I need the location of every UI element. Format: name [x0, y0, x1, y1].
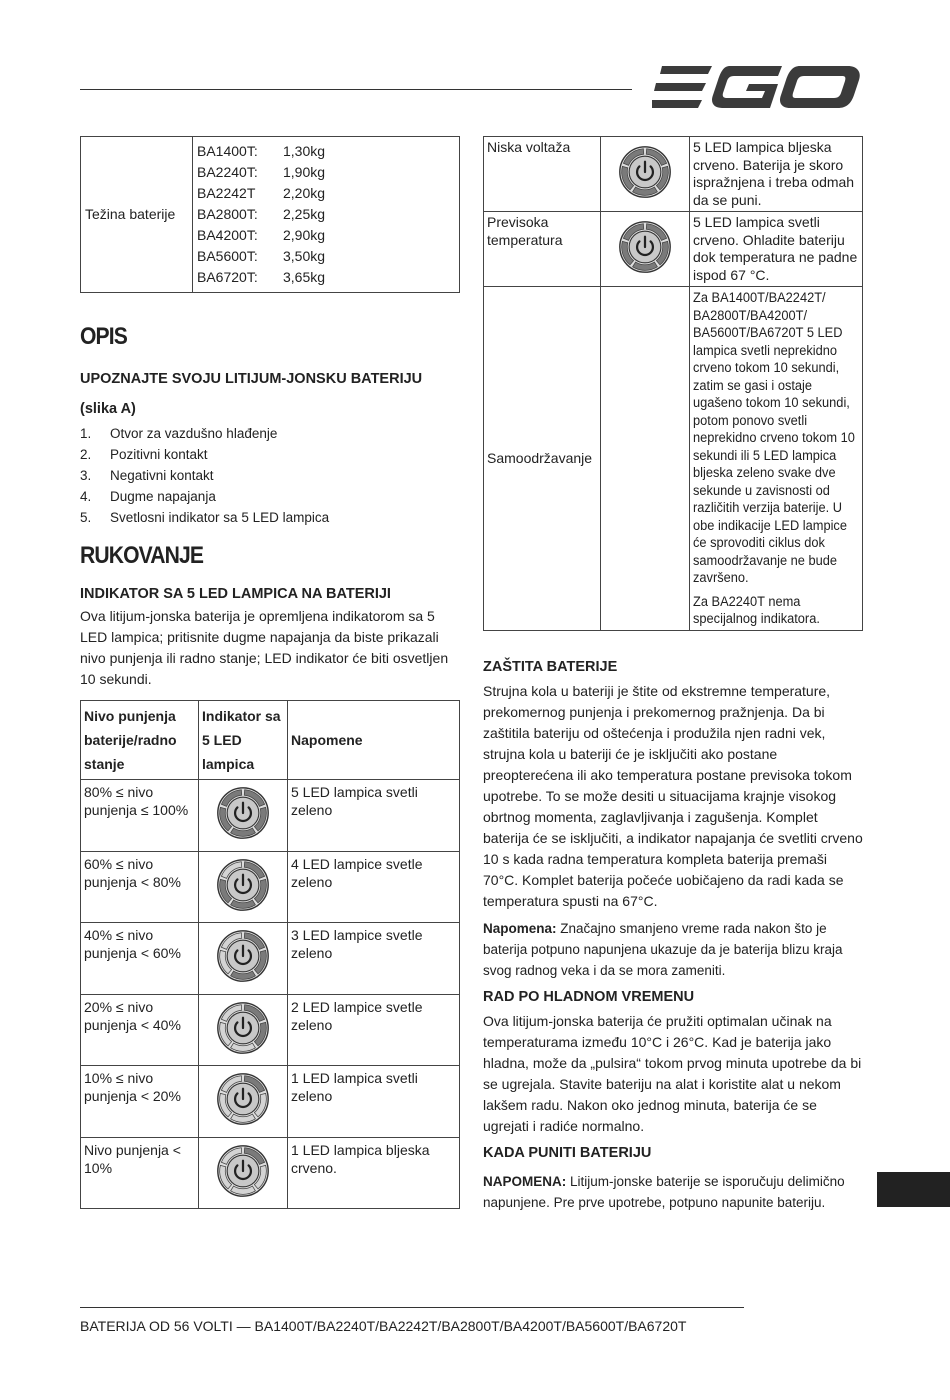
maintenance-text: Za BA1400T/BA2242T/ BA2800T/BA4200T/ BA5600T/BA6720T 5 LED lampica svetli neprekidno crveno tokom 10 sekundi, zatim se gasi i ostaje ugašeno tokom 10 sekundi, potom ponovo svetli neprekidno crveno tokom 10 sekundi ili 5 LED lampica bljeska zeleno svake dve sekunde u zavisnosti od različitih verzija baterije. U obe indikacije LED lampice će sprovoditi ciklus dok samoodržavanje ne bude završeno. — [693, 290, 855, 585]
power-button-led-icon — [215, 1071, 271, 1127]
weight-mass: 2,20kg — [283, 185, 326, 201]
power-button-led-icon — [215, 1000, 271, 1056]
footer-rule — [80, 1307, 744, 1308]
weight-model: BA1400T: — [197, 143, 258, 159]
weight-mass: 2,25kg — [283, 206, 326, 222]
rukovanje-title: RUKOVANJE — [80, 542, 204, 569]
hladno-title: RAD PO HLADNOM VREMENU — [483, 988, 695, 1005]
status-label-overheat: Previsoka temperatura — [484, 212, 601, 287]
weight-mass: 3,50kg — [283, 248, 326, 264]
led-level: 60% ≤ nivo punjenja < 80% — [81, 851, 199, 923]
weight-row — [197, 162, 455, 183]
list-item — [80, 444, 460, 465]
led-indicator — [199, 780, 288, 852]
puniti-note-label: NAPOMENA: — [483, 1173, 567, 1189]
weight-model: BA2242T — [197, 185, 256, 201]
list-text: Dugme napajanja — [110, 489, 216, 504]
table-row — [81, 923, 460, 995]
left-column — [80, 136, 460, 1209]
status-indicator — [601, 212, 690, 287]
weight-mass: 2,90kg — [283, 227, 326, 243]
led-note: 5 LED lampica svetli zeleno — [288, 780, 460, 852]
list-number: 4. — [80, 489, 92, 504]
maintenance-text-ba2240t: Za BA2240T nema specijalnog indikatora. — [693, 593, 820, 626]
weight-mass: 1,30kg — [283, 143, 326, 159]
led-level: 40% ≤ nivo punjenja < 60% — [81, 923, 199, 995]
led-level: 80% ≤ nivo punjenja ≤ 100% — [81, 780, 199, 852]
led-note: 4 LED lampice svetle zeleno — [288, 851, 460, 923]
list-text: Otvor za vazdušno hlađenje — [110, 426, 278, 441]
weight-mass: 1,90kg — [283, 164, 326, 180]
led-note: 1 LED lampica svetli zeleno — [288, 1066, 460, 1138]
weight-model: BA4200T: — [197, 227, 258, 243]
right-column — [483, 136, 863, 1213]
led-table — [80, 700, 460, 1209]
status-note-maintenance — [690, 287, 863, 631]
opis-title: OPIS — [80, 323, 127, 350]
led-indicator-subtitle: INDIKATOR SA 5 LED LAMPICA NA BATERIJI — [80, 586, 391, 602]
list-number: 5. — [80, 510, 92, 525]
hladno-body: Ova litijum-jonska baterija će pružiti optimalan učinak na temperaturama između 10°C i 26°C. Kad je baterija jako hladna, može da „pulsira“ tokom prvog minuta upotrebe da bi se ugrejala. Stavite bateriju na alat i koristite alat u nekom lakšem radu. Nakon oko jednog minuta, baterija će se ugrejati i radiće normalno. — [483, 1012, 862, 1134]
zastita-note-text: Značajno smanjeno vreme rada nakon što je baterija potpuno napunjena ukazuje da je baterija blizu kraja svog radnog veka i da se mora zameniti. — [483, 920, 843, 978]
status-indicator — [601, 137, 690, 212]
status-note-low-voltage: 5 LED lampica bljeska crveno. Baterija je skoro ispražnjena i treba odmah da se puni. — [690, 137, 863, 212]
puniti-note-text: Litijum-jonske baterije se isporučuju delimično napunjene. Pre prve upotrebe, potpuno napunite bateriju. — [483, 1173, 845, 1210]
page-tab-marker — [877, 1172, 950, 1207]
list-item — [80, 423, 460, 444]
weight-row — [197, 267, 455, 288]
led-header-notes: Napomene — [288, 701, 460, 780]
led-indicator — [199, 1137, 288, 1209]
status-indicator-empty — [601, 287, 690, 631]
zastita-note-label: Napomena: — [483, 920, 557, 936]
weight-row — [197, 141, 455, 162]
header-rule — [80, 89, 632, 90]
led-indicator — [199, 1066, 288, 1138]
table-row — [81, 851, 460, 923]
led-header-level: Nivo punjenja baterije/radno stanje — [81, 701, 199, 780]
weight-model: BA6720T: — [197, 269, 258, 285]
ego-logo — [650, 64, 862, 112]
list-number: 1. — [80, 426, 92, 441]
table-row — [81, 1066, 460, 1138]
weight-row — [197, 204, 455, 225]
list-item — [80, 465, 460, 486]
led-level: 10% ≤ nivo punjenja < 20% — [81, 1066, 199, 1138]
list-number: 2. — [80, 447, 92, 462]
weight-row — [197, 246, 455, 267]
led-note: 2 LED lampice svetle zeleno — [288, 994, 460, 1066]
power-button-led-icon — [215, 857, 271, 913]
list-text: Svetlosni indikator sa 5 LED lampica — [110, 510, 330, 525]
power-button-led-icon — [215, 928, 271, 984]
status-table — [483, 136, 863, 631]
table-row — [81, 780, 460, 852]
power-button-led-icon — [215, 785, 271, 841]
weight-mass: 3,65kg — [283, 269, 326, 285]
rukovanje-intro: Ova litijum-jonska baterija je opremljena indikatorom sa 5 LED lampica; pritisnite dugme napajanja da biste prikazali nivo punjenja ili radno stanje; LED indikator će biti osvetljen 10 sekundi. — [80, 608, 449, 687]
status-note-overheat: 5 LED lampica svetli crveno. Ohladite bateriju dok temperatura ne padne ispod 67 °C. — [690, 212, 863, 287]
weight-row — [197, 225, 455, 246]
opis-subtitle: UPOZNAJTE SVOJU LITIJUM-JONSKU BATERIJU — [80, 371, 423, 387]
weight-row — [197, 183, 455, 204]
weight-model: BA2240T: — [197, 164, 258, 180]
power-button-led-icon — [617, 144, 673, 200]
table-row — [81, 1137, 460, 1209]
led-note: 1 LED lampica bljeska crveno. — [288, 1137, 460, 1209]
power-button-led-icon — [617, 219, 673, 275]
footer-text: BATERIJA OD 56 VOLTI — BA1400T/BA2240T/BA2242T/BA2800T/BA4200T/BA5600T/BA6720T — [80, 1318, 687, 1334]
led-indicator — [199, 923, 288, 995]
led-indicator — [199, 994, 288, 1066]
led-note: 3 LED lampice svetle zeleno — [288, 923, 460, 995]
list-number: 3. — [80, 468, 92, 483]
list-text: Negativni kontakt — [110, 468, 214, 483]
weight-table — [80, 136, 460, 293]
led-header-indicator: Indikator sa 5 LED lampica — [199, 701, 288, 780]
figure-ref: (slika A) — [80, 401, 136, 417]
table-row — [81, 994, 460, 1066]
zastita-title: ZAŠTITA BATERIJE — [483, 658, 618, 675]
weight-model: BA2800T: — [197, 206, 258, 222]
zastita-note — [483, 918, 863, 981]
parts-list — [80, 423, 460, 528]
puniti-title: KADA PUNITI BATERIJU — [483, 1144, 652, 1161]
power-button-led-icon — [215, 1143, 271, 1199]
status-label-maintenance: Samoodržavanje — [484, 287, 601, 631]
list-item — [80, 507, 460, 528]
led-level: 20% ≤ nivo punjenja < 40% — [81, 994, 199, 1066]
puniti-note — [483, 1171, 863, 1213]
weight-model: BA5600T: — [197, 248, 258, 264]
led-level: Nivo punjenja < 10% — [81, 1137, 199, 1209]
weight-label: Težina baterije — [81, 137, 193, 293]
list-text: Pozitivni kontakt — [110, 447, 208, 462]
zastita-body: Strujna kola u bateriji je štite od ekstremne temperature, prekomernog punjenja i prekomernog pražnjenja. Da bi zaštitila bateriju od oštećenja i produžila njen radni vek, strujna kola u bateriji će je isključiti ako postane preopterećena ili ako temperatura postane previsoka tokom upotrebe. To se može desiti u situacijama krajnje visokog obrtnog momenta, zaglavljivanja i zagušenja. Komplet baterija će se isključiti, a indikator napajanja će svetliti crveno 10 s kada radna temperatura kompleta baterija premaši 70°C. Komplet baterija počeće uobičajeno da radi kada se temperatura spusti na 67°C. — [483, 682, 863, 909]
list-item — [80, 486, 460, 507]
status-label-low-voltage: Niska voltaža — [484, 137, 601, 212]
led-indicator — [199, 851, 288, 923]
weight-values — [193, 137, 460, 293]
